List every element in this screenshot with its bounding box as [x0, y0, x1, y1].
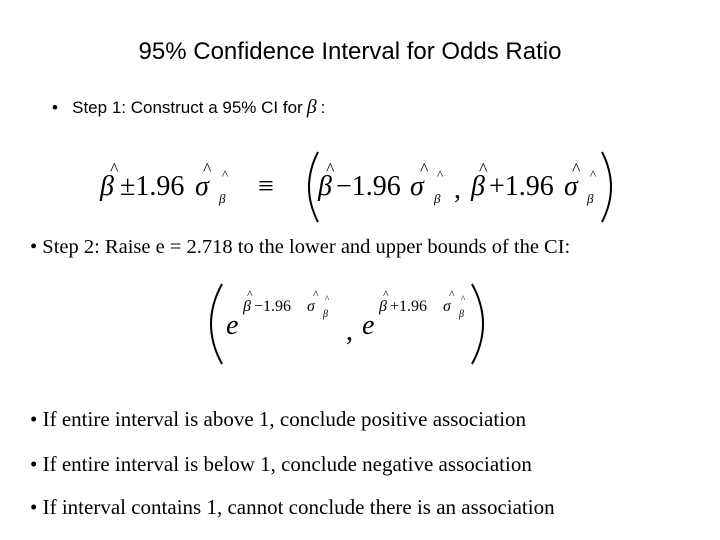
beta-subscript: β: [219, 191, 226, 206]
beta-hat: β: [471, 171, 485, 202]
hat-mark: ^: [203, 159, 212, 179]
beta-symbol: β: [306, 96, 317, 118]
sigma-hat: σ: [410, 171, 424, 202]
hat-mark: ^: [110, 159, 119, 179]
left-paren: [211, 284, 222, 364]
beta-hat: β: [318, 171, 332, 202]
minus-term: −1.96: [336, 171, 401, 202]
beta-hat: β: [243, 298, 251, 315]
conclusion-positive: • If entire interval is above 1, conclude positive association: [30, 407, 527, 431]
sigma-hat: σ: [443, 298, 451, 315]
sigma-hat: σ: [195, 171, 209, 202]
minus-term: −1.96: [254, 298, 292, 315]
conclusion-negative: • If entire interval is below 1, conclude negative association: [30, 452, 532, 476]
slide-title: 95% Confidence Interval for Odds Ratio: [138, 38, 562, 65]
hat-mark: ^: [590, 167, 597, 182]
plus-minus-term: ±1.96: [120, 171, 185, 202]
beta-subscript: β: [459, 309, 464, 320]
beta-subscript: β: [323, 309, 328, 320]
step1-bullet: •: [52, 98, 58, 117]
right-paren: [472, 284, 483, 364]
hat-mark: ^: [479, 159, 488, 179]
sigma-hat: σ: [564, 171, 578, 202]
e-base: e: [362, 310, 375, 341]
comma: ,: [454, 174, 461, 205]
hat-mark: ^: [383, 287, 389, 301]
step2-line: • Step 2: Raise e = 2.718 to the lower and upper bounds of the CI:: [30, 236, 571, 258]
hat-mark: ^: [325, 294, 330, 304]
plus-term: +1.96: [489, 171, 554, 202]
left-paren: [309, 152, 318, 222]
hat-mark: ^: [326, 159, 335, 179]
hat-mark: ^: [420, 159, 429, 179]
hat-mark: ^: [437, 167, 444, 182]
exp-formula: [0, 278, 720, 370]
beta-subscript: β: [587, 191, 594, 206]
plus-term: +1.96: [390, 298, 428, 315]
step1-text: Step 1: Construct a 95% CI for: [72, 98, 303, 117]
equiv-sign: ≡: [258, 171, 274, 202]
hat-mark: ^: [313, 287, 319, 301]
hat-mark: ^: [247, 287, 253, 301]
beta-hat: β: [100, 171, 114, 202]
hat-mark: ^: [222, 167, 229, 182]
hat-mark: ^: [572, 159, 581, 179]
right-paren: [602, 152, 611, 222]
e-base: e: [226, 310, 239, 341]
step1-line: [52, 96, 325, 119]
step1-colon: :: [320, 98, 326, 117]
comma: ,: [346, 316, 353, 347]
beta-hat: β: [379, 298, 387, 315]
hat-mark: ^: [449, 287, 455, 301]
conclusion-none: • If interval contains 1, cannot conclude there is an association: [30, 495, 555, 519]
ci-formula: [0, 140, 720, 230]
sigma-hat: σ: [307, 298, 315, 315]
beta-subscript: β: [434, 191, 441, 206]
hat-mark: ^: [461, 294, 466, 304]
